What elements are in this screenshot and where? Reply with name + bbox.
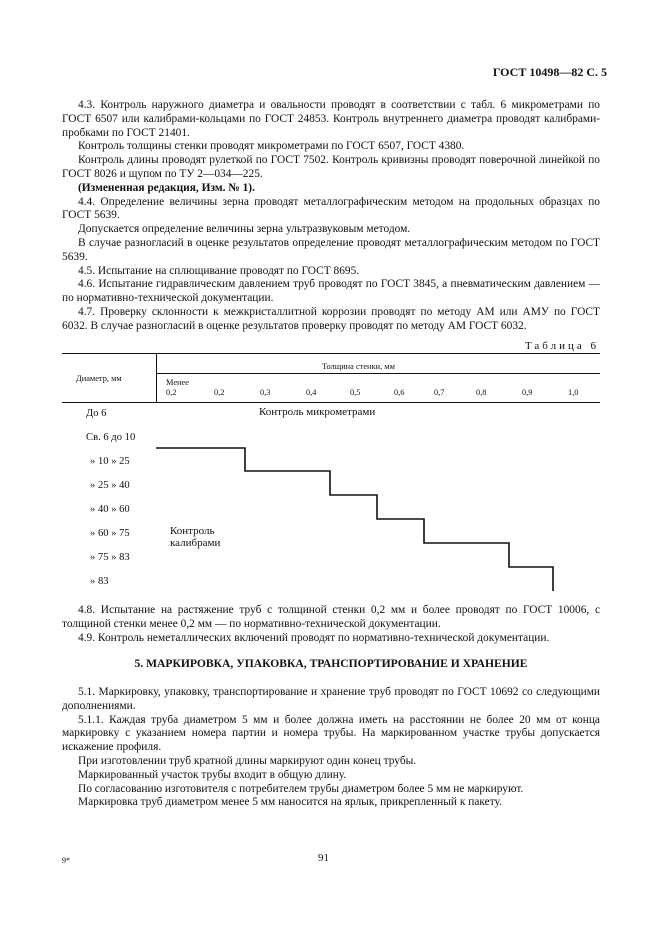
- paragraph-amendment: (Измененная редакция, Изм. № 1).: [78, 181, 255, 194]
- paragraph: 4.3. Контроль наружного диаметра и овальности проводят в соответствии с табл. 6 микрометрами по ГОСТ 6507 или калибрами-кольцами по ГОСТ 24853. Контроль внутреннего диаметра проводят калибрами-пробками по ГОСТ 21401.: [62, 99, 600, 139]
- row-label: Св. 6 до 10: [86, 432, 136, 443]
- document-header: ГОСТ 10498—82 С. 5: [492, 65, 607, 79]
- paragraph: Допускается определение величины зерна ультразвуковым методом.: [78, 223, 411, 236]
- paragraph: 4.9. Контроль неметаллических включений проводят по нормативно-технической документации.: [78, 631, 550, 644]
- paragraph: Контроль толщины стенки проводят микрометрами по ГОСТ 6507, ГОСТ 4380.: [78, 140, 465, 153]
- row-label: » 25 » 40: [90, 480, 130, 491]
- page-number: 91: [318, 852, 329, 864]
- paragraph: 4.8. Испытание на растяжение труб с толщиной стенки 0,2 мм и более проводят по ГОСТ 10006, с толщиной стенки менее 0,2 мм — по нормативно-технической документации.: [62, 604, 600, 630]
- paragraphs-mid: [62, 604, 600, 645]
- thickness-col-header: 0,8: [476, 388, 487, 397]
- paragraph: 4.5. Испытание на сплющивание проводят по ГОСТ 8695.: [78, 264, 360, 277]
- paragraph: Маркировка труб диаметром менее 5 мм наносится на ярлык, прикрепленный к пакету.: [78, 796, 502, 809]
- paragraph: Контроль длины проводят рулеткой по ГОСТ 7502. Контроль кривизны проводят поверочной линейкой по ГОСТ 8026 и щупом по ТУ 2—034—225.: [62, 154, 600, 180]
- paragraph: 4.6. Испытание гидравлическим давлением труб проводят по ГОСТ 3845, а пневматическим давлением — по нормативно-технической документации.: [62, 278, 600, 305]
- row-label: » 60 » 75: [90, 528, 130, 539]
- row-label: » 40 » 60: [90, 504, 130, 515]
- paragraphs-top: [62, 99, 600, 334]
- thickness-col-header: 0,5: [350, 388, 361, 397]
- thickness-col-header: 0,3: [260, 388, 271, 397]
- thickness-col-header: 0,9: [522, 388, 533, 397]
- boundary-step-line: [62, 353, 600, 593]
- paragraphs-bottom: [62, 686, 600, 810]
- thickness-col-header: 0,6: [394, 388, 405, 397]
- paragraph: Маркированный участок трубы входит в общую длину.: [78, 768, 347, 781]
- row-label: » 75 » 83: [90, 552, 130, 563]
- thickness-col-header: 0,4: [306, 388, 317, 397]
- label-calibers: Контроль калибрами: [170, 525, 221, 549]
- row-label: » 10 » 25: [90, 456, 130, 467]
- thickness-col-header: 0,7: [434, 388, 445, 397]
- table-6: [62, 353, 600, 593]
- paragraph: В случае разногласий в оценке результатов определение проводят металлографическим методом по ГОСТ 5639.: [62, 236, 600, 263]
- label-micrometers: Контроль микрометрами: [259, 406, 376, 418]
- paragraph: 5.1. Маркировку, упаковку, транспортирование и хранение труб проводят по ГОСТ 10692 со следующими дополнениями.: [62, 686, 600, 712]
- thickness-col-header: 1,0: [568, 388, 579, 397]
- thickness-header: Толщина стенки, мм: [322, 362, 395, 371]
- section-title: 5. МАРКИРОВКА, УПАКОВКА, ТРАНСПОРТИРОВАНИЕ И ХРАНЕНИЕ: [134, 657, 528, 670]
- row-label: До 6: [86, 408, 107, 419]
- thickness-col-header: 0,2: [214, 388, 225, 397]
- paragraph: 4.7. Проверку склонности к межкристаллитной коррозии проводят по методу АМ или АМУ по ГОСТ 6032. В случае разногласий в оценке результатов проверку проводят по методу АМ ГОСТ 6032.: [62, 305, 600, 332]
- thickness-col-header: Менее 0,2: [166, 378, 189, 397]
- diameter-header: Диаметр, мм: [76, 374, 122, 383]
- row-label: » 83: [90, 576, 109, 587]
- paragraph: При изготовлении труб кратной длины маркируют один конец трубы.: [78, 754, 417, 767]
- paragraph: По согласованию изготовителя с потребителем трубы диаметром более 5 мм не маркируют.: [78, 782, 524, 795]
- footer-mark: 9*: [62, 856, 70, 865]
- table-caption: Таблица 6: [524, 340, 599, 352]
- paragraph: 5.1.1. Каждая труба диаметром 5 мм и более должна иметь на расстоянии не более 20 мм от конца маркировку с указанием номера партии и номера трубы. На маркированном участке трубы допускается искажение профиля.: [62, 713, 600, 754]
- paragraph: 4.4. Определение величины зерна проводят металлографическим методом на продольных образцах по ГОСТ 5639.: [62, 195, 600, 222]
